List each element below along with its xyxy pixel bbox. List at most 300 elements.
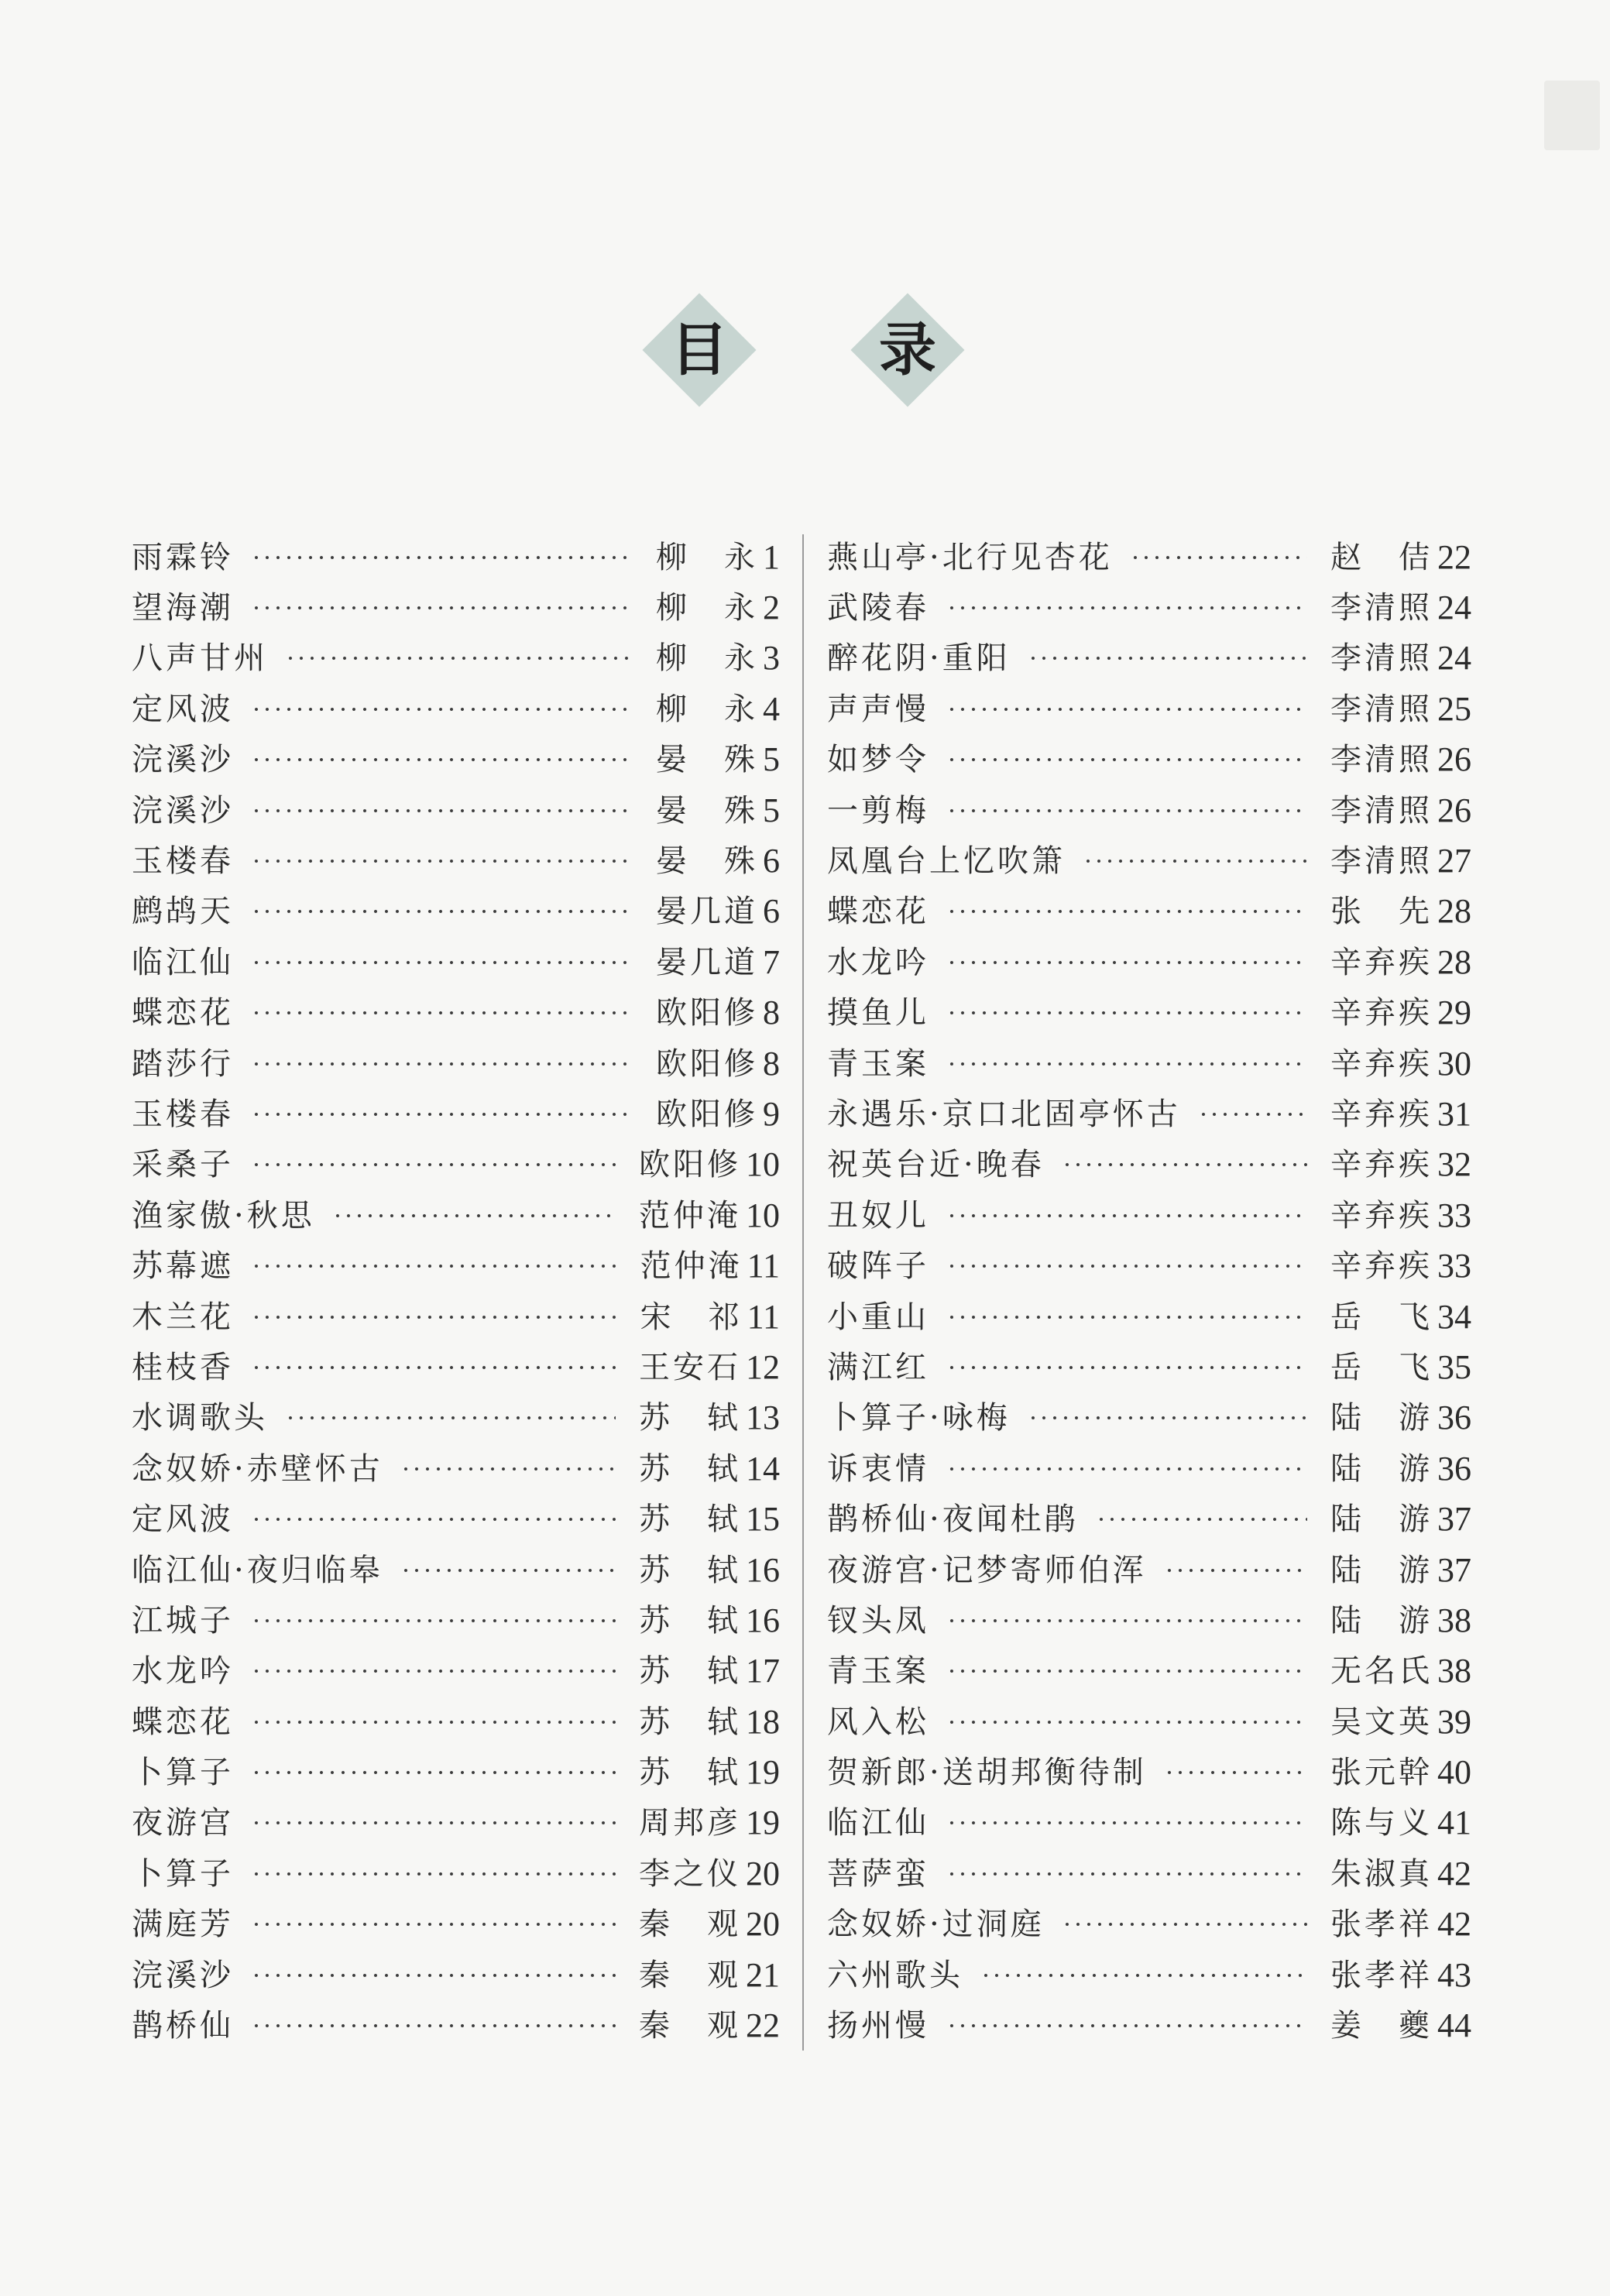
entry-author: 欧阳修 [639,1147,741,1183]
entry-title: 祝英台近·晚春 [827,1147,1045,1183]
entry-author: 张孝祥 [1330,1957,1433,1993]
dot-leader [251,1161,616,1169]
entry-page-number: 21 [746,1955,780,1994]
dot-leader [251,959,633,966]
dot-leader [1096,1515,1307,1523]
entry-title: 永遇乐·京口北固亭怀古 [827,1096,1181,1132]
entry-author: 李清照 [1330,843,1433,880]
toc-entry [827,836,1471,886]
entry-page-number: 6 [763,892,780,931]
toc-entry [827,1900,1471,1950]
entry-title: 玉楼春 [132,1096,234,1132]
entry-title: 定风波 [132,1501,234,1538]
dot-leader [946,1870,1307,1878]
publisher-logo-watermark [1544,81,1600,150]
entry-page-number: 22 [746,2006,780,2045]
toc-entry [827,1443,1471,1494]
entry-page-number: 12 [746,1347,780,1386]
entry-author: 岳 飞 [1330,1349,1433,1385]
toc-entry [132,1545,780,1595]
toc-entry [132,1393,780,1443]
entry-page-number: 40 [1437,1753,1471,1792]
entry-title: 水龙吟 [827,944,929,980]
dot-leader [980,1972,1307,1979]
toc-entry [132,1140,780,1190]
entry-title: 雨霖铃 [132,539,234,575]
dot-leader [251,604,633,612]
dot-leader [251,807,633,815]
dot-leader [1164,1769,1307,1776]
entry-page-number: 1 [763,537,780,576]
dot-leader [946,959,1307,966]
entry-author: 晏几道 [656,894,758,930]
toc-entry [132,532,780,582]
entry-title: 贺新郎·送胡邦衡待制 [827,1755,1147,1791]
entry-author: 柳 永 [656,640,758,677]
dot-leader [946,1364,1307,1371]
entry-author: 欧阳修 [656,995,758,1031]
toc-entry [132,836,780,886]
entry-page-number: 8 [763,994,780,1032]
toc-entry [827,633,1471,684]
entry-author: 晏 殊 [656,792,758,829]
entry-title: 渔家傲·秋思 [132,1197,315,1234]
entry-author: 柳 永 [656,590,758,626]
dot-leader [285,654,633,662]
entry-page-number: 33 [1437,1247,1471,1285]
entry-page-number: 20 [746,1905,780,1944]
entry-title: 临江仙 [132,944,234,980]
toc-entry [827,1848,1471,1899]
dot-leader [946,1313,1307,1321]
toc-entry [827,1393,1471,1443]
entry-page-number: 38 [1437,1652,1471,1690]
entry-author: 张 先 [1330,894,1433,930]
entry-author: 李清照 [1330,792,1433,829]
entry-title: 卜算子 [132,1855,234,1892]
toc-entry [132,1292,780,1342]
entry-title: 江城子 [132,1602,234,1639]
entry-page-number: 35 [1437,1347,1471,1386]
toc-entry [132,1646,780,1697]
dot-leader [946,1060,1307,1068]
entry-page-number: 11 [747,1247,780,1285]
entry-title: 声声慢 [827,691,929,727]
toc-entry [827,937,1471,987]
toc-entry [827,1241,1471,1291]
toc-entry [132,1494,780,1544]
toc-entry [132,1595,780,1646]
entry-author: 李之仪 [639,1855,741,1892]
toc-entry [132,633,780,684]
toc-entry [132,1443,780,1494]
entry-author: 柳 永 [656,691,758,727]
dot-leader [251,2022,616,2030]
dot-leader [1028,654,1307,662]
toc-entry [827,1595,1471,1646]
entry-title: 浣溪沙 [132,742,234,778]
title-char-2 [851,293,964,407]
entry-title: 青玉案 [827,1045,929,1082]
entry-page-number: 2 [763,589,780,627]
entry-author: 秦 观 [639,2008,741,2044]
dot-leader [251,1110,633,1118]
toc-entry [132,1241,780,1291]
entry-title: 玉楼春 [132,843,234,880]
dot-leader [946,1617,1307,1625]
toc-entry [827,1798,1471,1848]
entry-page-number: 16 [746,1550,780,1589]
toc-entry [827,2000,1471,2051]
entry-title: 风入松 [827,1704,929,1740]
entry-page-number: 6 [763,842,780,880]
dot-leader [946,1212,1307,1220]
toc-entry [132,937,780,987]
toc-entry [827,1292,1471,1342]
entry-author: 周邦彦 [639,1805,741,1841]
toc-entry [827,1747,1471,1797]
entry-author: 岳 飞 [1330,1299,1433,1335]
toc-entry [827,684,1471,734]
entry-author: 吴文英 [1330,1704,1433,1740]
entry-page-number: 22 [1437,537,1471,576]
toc-entry [827,532,1471,582]
entry-title: 六州歌头 [827,1957,963,1993]
dot-leader [946,756,1307,764]
entry-title: 燕山亭·北行见杏花 [827,539,1113,575]
entry-title: 念奴娇·赤壁怀古 [132,1450,383,1487]
dot-leader [1198,1110,1307,1118]
entry-page-number: 28 [1437,892,1471,931]
entry-title: 菩萨蛮 [827,1855,929,1892]
dot-leader [946,1718,1307,1726]
dot-leader [251,1920,616,1928]
entry-page-number: 28 [1437,942,1471,981]
dot-leader [251,705,633,713]
toc-entry [132,1342,780,1392]
entry-title: 小重山 [827,1299,929,1335]
entry-author: 李清照 [1330,590,1433,626]
toc-entry [132,1950,780,2000]
dot-leader [946,908,1307,915]
entry-page-number: 5 [763,740,780,779]
dot-leader [251,756,633,764]
entry-author: 辛弃疾 [1330,995,1433,1031]
page-title-char: 目 [671,317,728,383]
entry-title: 如梦令 [827,742,929,778]
entry-author: 陈与义 [1330,1805,1433,1841]
entry-author: 辛弃疾 [1330,1147,1433,1183]
toc-entry [132,1798,780,1848]
entry-page-number: 16 [746,1601,780,1639]
entry-title: 满江红 [827,1349,929,1385]
entry-title: 诉衷情 [827,1450,929,1487]
toc-entry [132,988,780,1038]
entry-page-number: 13 [746,1399,780,1437]
entry-page-number: 14 [746,1449,780,1488]
toc-entry [827,785,1471,836]
entry-page-number: 10 [746,1145,780,1184]
dot-leader [1164,1567,1307,1574]
entry-author: 范仲淹 [639,1197,741,1234]
entry-title: 木兰花 [132,1299,234,1335]
column-divider [802,534,804,2051]
entry-page-number: 26 [1437,740,1471,779]
entry-title: 蝶恋花 [132,1704,234,1740]
entry-title: 水调歌头 [132,1400,268,1436]
entry-title: 临江仙 [827,1805,929,1841]
entry-page-number: 3 [763,639,780,678]
entry-page-number: 38 [1437,1601,1471,1639]
entry-title: 卜算子 [132,1755,234,1791]
dot-leader [251,1313,617,1321]
entry-title: 凤凰台上忆吹箫 [827,843,1066,880]
dot-leader [946,807,1307,815]
entry-author: 陆 游 [1330,1552,1433,1588]
entry-author: 苏 轼 [639,1653,741,1690]
dot-leader [1062,1920,1307,1928]
entry-author: 辛弃疾 [1330,1248,1433,1285]
toc-entry [827,1494,1471,1544]
entry-page-number: 27 [1437,842,1471,880]
toc-entry [827,1697,1471,1747]
entry-title: 定风波 [132,691,234,727]
entry-page-number: 20 [746,1854,780,1893]
toc-entry [827,1089,1471,1139]
entry-author: 王安石 [639,1349,741,1385]
entry-page-number: 4 [763,689,780,728]
entry-author: 张孝祥 [1330,1906,1433,1943]
entry-page-number: 36 [1437,1399,1471,1437]
dot-leader [946,604,1307,612]
entry-page-number: 41 [1437,1804,1471,1842]
entry-author: 欧阳修 [656,1045,758,1082]
entry-title: 一剪梅 [827,792,929,829]
entry-title: 夜游宫·记梦寄师伯浑 [827,1552,1147,1588]
toc-entry [827,1190,1471,1241]
entry-title: 蝶恋花 [827,894,929,930]
entry-author: 晏 殊 [656,843,758,880]
toc-entry [132,1190,780,1241]
entry-page-number: 25 [1437,689,1471,728]
dot-leader [251,1515,616,1523]
entry-author: 秦 观 [639,1906,741,1943]
entry-title: 青玉案 [827,1653,929,1690]
entry-author: 辛弃疾 [1330,1096,1433,1132]
entry-title: 武陵春 [827,590,929,626]
entry-title: 浣溪沙 [132,792,234,829]
toc-entry [827,1038,1471,1089]
entry-author: 朱淑真 [1330,1855,1433,1892]
dot-leader [946,705,1307,713]
entry-author: 张元幹 [1330,1755,1433,1791]
dot-leader [1083,857,1307,865]
entry-page-number: 24 [1437,589,1471,627]
dot-leader [400,1465,616,1473]
entry-title: 踏莎行 [132,1045,234,1082]
entry-page-number: 8 [763,1044,780,1083]
entry-title: 苏幕遮 [132,1248,234,1285]
entry-page-number: 39 [1437,1702,1471,1741]
entry-author: 陆 游 [1330,1602,1433,1639]
entry-page-number: 36 [1437,1449,1471,1488]
entry-author: 姜 夔 [1330,2008,1433,2044]
entry-title: 念奴娇·过洞庭 [827,1906,1045,1943]
entry-page-number: 43 [1437,1955,1471,1994]
entry-author: 李清照 [1330,691,1433,727]
toc-entry [827,1545,1471,1595]
entry-title: 临江仙·夜归临皋 [132,1552,383,1588]
entry-title: 醉花阴·重阳 [827,640,1011,677]
entry-author: 辛弃疾 [1330,944,1433,980]
entry-title: 八声甘州 [132,640,268,677]
entry-page-number: 18 [746,1702,780,1741]
entry-page-number: 15 [746,1500,780,1539]
entry-page-number: 42 [1437,1905,1471,1944]
dot-leader [946,1819,1307,1827]
entry-title: 满庭芳 [132,1906,234,1943]
dot-leader [251,1617,616,1625]
toc-entry [132,1747,780,1797]
toc-entry [827,988,1471,1038]
entry-page-number: 19 [746,1753,780,1792]
entry-page-number: 30 [1437,1044,1471,1083]
entry-title: 破阵子 [827,1248,929,1285]
entry-title: 鹧鸪天 [132,894,234,930]
toc-entry [132,1848,780,1899]
title-char-1 [643,293,756,407]
entry-page-number: 9 [763,1094,780,1133]
toc-entry [827,1646,1471,1697]
dot-leader [946,1262,1307,1270]
entry-author: 苏 轼 [639,1501,741,1538]
entry-page-number: 32 [1437,1145,1471,1184]
toc-entry [132,1089,780,1139]
dot-leader [946,2022,1307,2030]
entry-author: 欧阳修 [656,1096,758,1132]
dot-leader [1130,554,1307,561]
entry-author: 苏 轼 [639,1450,741,1487]
entry-title: 夜游宫 [132,1805,234,1841]
entry-author: 陆 游 [1330,1400,1433,1436]
dot-leader [251,554,633,561]
dot-leader [251,1718,616,1726]
entry-author: 辛弃疾 [1330,1197,1433,1234]
entry-title: 钗头凤 [827,1602,929,1639]
dot-leader [332,1212,616,1220]
dot-leader [251,1819,616,1827]
entry-title: 浣溪沙 [132,1957,234,1993]
toc-entry [827,887,1471,937]
toc-entry [132,582,780,633]
entry-page-number: 10 [746,1196,780,1234]
entry-title: 丑奴儿 [827,1197,929,1234]
dot-leader [285,1414,616,1422]
entry-title: 采桑子 [132,1147,234,1183]
entry-title: 桂枝香 [132,1349,234,1385]
entry-author: 苏 轼 [639,1552,741,1588]
toc-entry [827,1140,1471,1190]
entry-author: 辛弃疾 [1330,1045,1433,1082]
toc-entry [132,735,780,785]
entry-page-number: 42 [1437,1854,1471,1893]
toc-entry [827,735,1471,785]
dot-leader [251,908,633,915]
page-title-char: 录 [879,317,936,383]
entry-author: 李清照 [1330,640,1433,677]
dot-leader [946,1009,1307,1017]
entry-title: 鹊桥仙 [132,2008,234,2044]
entry-page-number: 33 [1437,1196,1471,1234]
entry-author: 晏 殊 [656,742,758,778]
toc-entry [132,1038,780,1089]
dot-leader [251,1009,633,1017]
dot-leader [1028,1414,1307,1422]
entry-page-number: 31 [1437,1094,1471,1133]
entry-author: 苏 轼 [639,1704,741,1740]
entry-author: 范仲淹 [640,1248,743,1285]
entry-page-number: 17 [746,1652,780,1690]
entry-title: 水龙吟 [132,1653,234,1690]
entry-title: 蝶恋花 [132,995,234,1031]
dot-leader [251,1870,616,1878]
entry-page-number: 7 [763,942,780,981]
toc-entry [827,1950,1471,2000]
dot-leader [946,1465,1307,1473]
toc-entry [132,2000,780,2051]
entry-author: 柳 永 [656,539,758,575]
toc-entry [132,1900,780,1950]
entry-author: 苏 轼 [639,1400,741,1436]
toc-left-column [132,532,780,2051]
entry-page-number: 26 [1437,791,1471,829]
toc-right-column [827,532,1471,2051]
entry-author: 无名氏 [1330,1653,1433,1690]
entry-title: 鹊桥仙·夜闻杜鹃 [827,1501,1079,1538]
toc-entry [132,785,780,836]
toc-entry [132,887,780,937]
entry-page-number: 34 [1437,1297,1471,1336]
entry-page-number: 29 [1437,994,1471,1032]
entry-page-number: 44 [1437,2006,1471,2045]
entry-author: 苏 轼 [639,1602,741,1639]
entry-title: 望海潮 [132,590,234,626]
entry-title: 摸鱼儿 [827,995,929,1031]
entry-page-number: 24 [1437,639,1471,678]
dot-leader [251,1769,616,1776]
dot-leader [251,857,633,865]
dot-leader [251,1060,633,1068]
dot-leader [251,1667,616,1675]
dot-leader [251,1262,617,1270]
entry-title: 卜算子·咏梅 [827,1400,1011,1436]
dot-leader [400,1567,616,1574]
entry-author: 宋 祁 [640,1299,743,1335]
dot-leader [1062,1161,1307,1169]
entry-author: 陆 游 [1330,1450,1433,1487]
entry-page-number: 37 [1437,1500,1471,1539]
entry-author: 秦 观 [639,1957,741,1993]
entry-page-number: 19 [746,1804,780,1842]
entry-author: 李清照 [1330,742,1433,778]
entry-page-number: 5 [763,791,780,829]
entry-author: 晏几道 [656,944,758,980]
dot-leader [946,1667,1307,1675]
toc-entry [827,582,1471,633]
dot-leader [251,1972,616,1979]
dot-leader [251,1364,616,1371]
entry-author: 陆 游 [1330,1501,1433,1538]
